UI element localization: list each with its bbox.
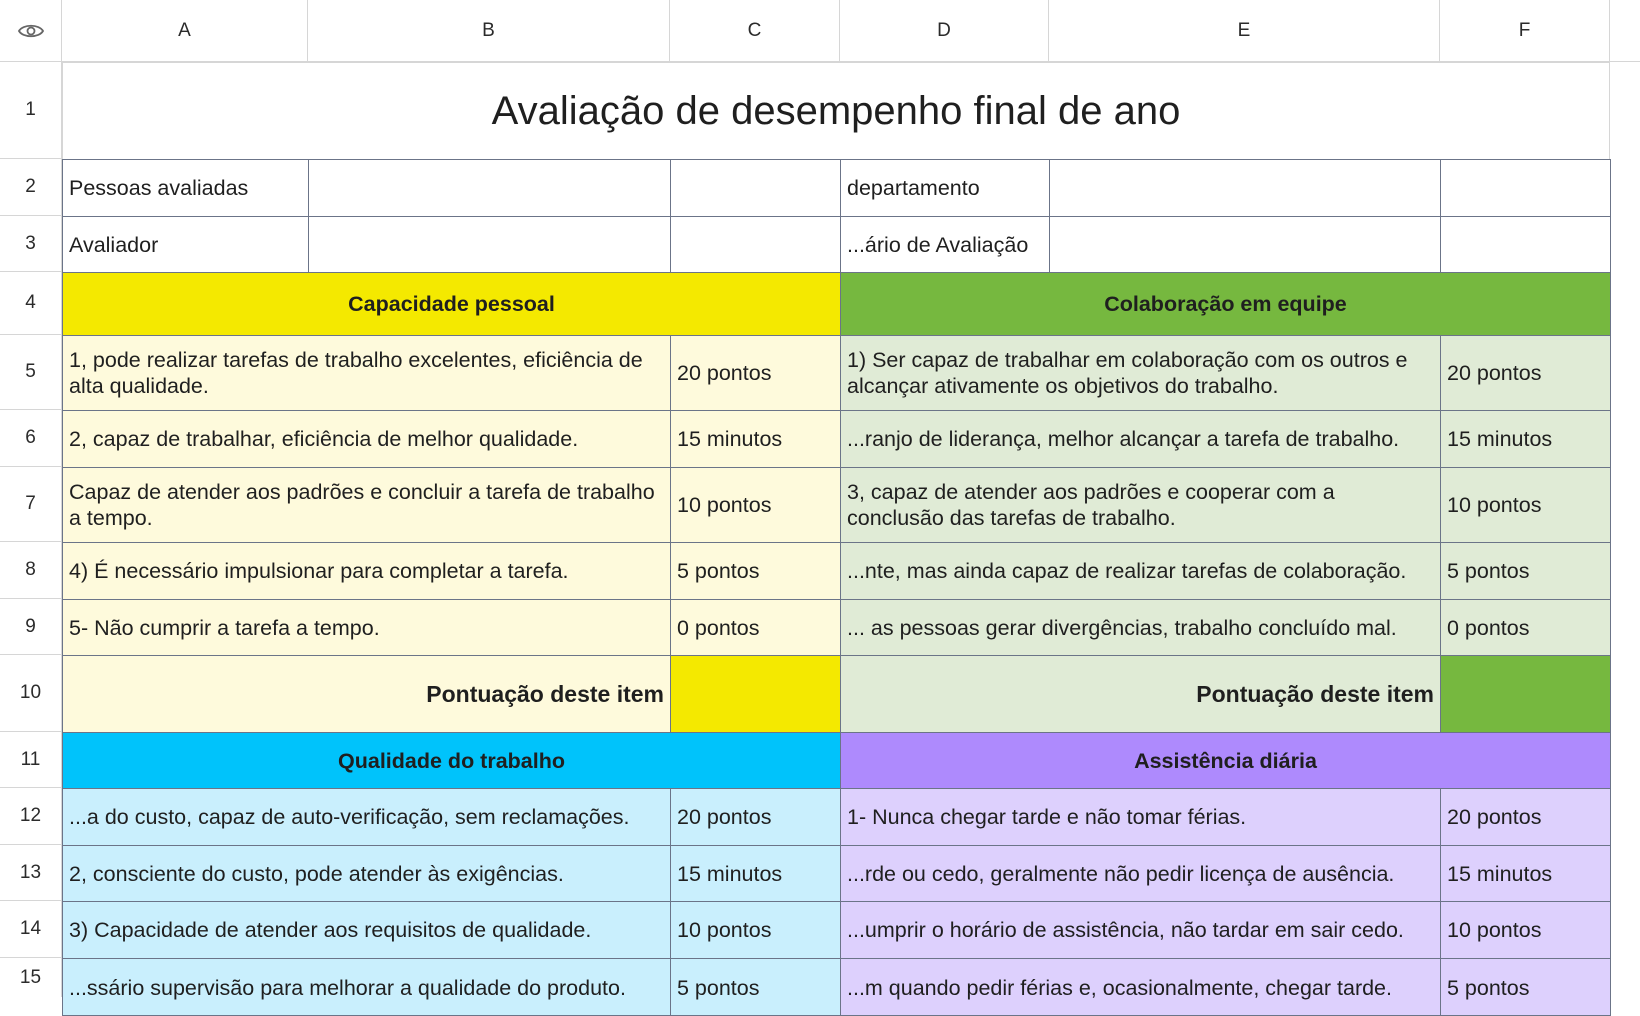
visibility-toggle[interactable] [0, 0, 62, 62]
team-points-3[interactable]: 10 pontos [1440, 467, 1611, 543]
personal-score-label[interactable]: Pontuação deste item [62, 655, 671, 733]
personal-score-value[interactable] [670, 655, 841, 733]
team-points-5[interactable]: 0 pontos [1440, 599, 1611, 656]
cell-evaluated-label[interactable]: Pessoas avaliadas [62, 159, 309, 217]
column-header-f[interactable]: F [1440, 0, 1610, 62]
row-header-14[interactable]: 14 [0, 901, 62, 958]
quality-points-4[interactable]: 5 pontos [670, 958, 841, 1016]
section-header-attendance[interactable]: Assistência diária [840, 732, 1611, 789]
quality-item-1[interactable]: ...a do custo, capaz de auto-verificação, sem reclamações. [62, 788, 671, 846]
column-header-filler [1610, 0, 1640, 62]
team-item-5[interactable]: ... as pessoas gerar divergências, trabalho concluído mal. [840, 599, 1441, 656]
row-header-13[interactable]: 13 [0, 845, 62, 901]
sheet-title[interactable]: Avaliação de desempenho final de ano [62, 62, 1610, 160]
cell-evaluated-extra[interactable] [670, 159, 841, 217]
personal-item-5[interactable]: 5- Não cumprir a tarefa a tempo. [62, 599, 671, 656]
section-header-personal[interactable]: Capacidade pessoal [62, 272, 841, 336]
cell-department-label[interactable]: departamento [840, 159, 1050, 217]
attendance-points-2[interactable]: 15 minutos [1440, 845, 1611, 902]
team-item-3[interactable]: 3, capaz de atender aos padrões e cooperar com a conclusão das tarefas de trabalho. [840, 467, 1441, 543]
personal-item-2[interactable]: 2, capaz de trabalhar, eficiência de melhor qualidade. [62, 410, 671, 468]
attendance-item-4[interactable]: ...m quando pedir férias e, ocasionalmente, chegar tarde. [840, 958, 1441, 1016]
row-header-15[interactable]: 15 [0, 958, 62, 997]
quality-points-3[interactable]: 10 pontos [670, 901, 841, 959]
cell-calendar-label[interactable]: ...ário de Avaliação [840, 216, 1050, 273]
attendance-points-4[interactable]: 5 pontos [1440, 958, 1611, 1016]
row-header-10[interactable]: 10 [0, 655, 62, 732]
quality-item-2[interactable]: 2, consciente do custo, pode atender às exigências. [62, 845, 671, 902]
cell-evaluated-value[interactable] [308, 159, 671, 217]
cell-evaluator-label[interactable]: Avaliador [62, 216, 309, 273]
column-header-e[interactable]: E [1049, 0, 1440, 62]
cell-evaluator-value[interactable] [308, 216, 671, 273]
row-header-7[interactable]: 7 [0, 467, 62, 542]
row-header-8[interactable]: 8 [0, 542, 62, 599]
personal-points-1[interactable]: 20 pontos [670, 335, 841, 411]
row-header-3[interactable]: 3 [0, 216, 62, 272]
personal-points-5[interactable]: 0 pontos [670, 599, 841, 656]
attendance-points-3[interactable]: 10 pontos [1440, 901, 1611, 959]
team-score-label[interactable]: Pontuação deste item [840, 655, 1441, 733]
team-item-1[interactable]: 1) Ser capaz de trabalhar em colaboração com os outros e alcançar ativamente os objetivos do trabalho. [840, 335, 1441, 411]
cell-department-extra[interactable] [1440, 159, 1611, 217]
row-header-1[interactable]: 1 [0, 62, 62, 159]
row-header-12[interactable]: 12 [0, 788, 62, 845]
team-points-2[interactable]: 15 minutos [1440, 410, 1611, 468]
personal-item-3[interactable]: Capaz de atender aos padrões e concluir a tarefa de trabalho a tempo. [62, 467, 671, 543]
row-header-9[interactable]: 9 [0, 599, 62, 655]
eye-icon [18, 22, 44, 40]
attendance-item-1[interactable]: 1- Nunca chegar tarde e não tomar férias. [840, 788, 1441, 846]
team-points-4[interactable]: 5 pontos [1440, 542, 1611, 600]
personal-item-4[interactable]: 4) É necessário impulsionar para completar a tarefa. [62, 542, 671, 600]
team-score-value[interactable] [1440, 655, 1611, 733]
column-header-a[interactable]: A [62, 0, 308, 62]
cell-department-value[interactable] [1049, 159, 1441, 217]
column-header-c[interactable]: C [670, 0, 840, 62]
quality-item-3[interactable]: 3) Capacidade de atender aos requisitos de qualidade. [62, 901, 671, 959]
row-header-6[interactable]: 6 [0, 410, 62, 467]
attendance-item-2[interactable]: ...rde ou cedo, geralmente não pedir licença de ausência. [840, 845, 1441, 902]
personal-points-3[interactable]: 10 pontos [670, 467, 841, 543]
attendance-item-3[interactable]: ...umprir o horário de assistência, não tardar em sair cedo. [840, 901, 1441, 959]
row-header-4[interactable]: 4 [0, 272, 62, 335]
personal-points-4[interactable]: 5 pontos [670, 542, 841, 600]
cell-evaluator-extra[interactable] [670, 216, 841, 273]
attendance-points-1[interactable]: 20 pontos [1440, 788, 1611, 846]
team-item-4[interactable]: ...nte, mas ainda capaz de realizar tarefas de colaboração. [840, 542, 1441, 600]
row-header-5[interactable]: 5 [0, 335, 62, 410]
team-item-2[interactable]: ...ranjo de liderança, melhor alcançar a tarefa de trabalho. [840, 410, 1441, 468]
quality-points-2[interactable]: 15 minutos [670, 845, 841, 902]
column-header-b[interactable]: B [308, 0, 670, 62]
personal-item-1[interactable]: 1, pode realizar tarefas de trabalho excelentes, eficiência de alta qualidade. [62, 335, 671, 411]
quality-item-4[interactable]: ...ssário supervisão para melhorar a qualidade do produto. [62, 958, 671, 1016]
column-header-d[interactable]: D [840, 0, 1049, 62]
row-header-2[interactable]: 2 [0, 159, 62, 216]
quality-points-1[interactable]: 20 pontos [670, 788, 841, 846]
team-points-1[interactable]: 20 pontos [1440, 335, 1611, 411]
cell-calendar-value[interactable] [1049, 216, 1441, 273]
cell-calendar-extra[interactable] [1440, 216, 1611, 273]
section-header-quality[interactable]: Qualidade do trabalho [62, 732, 841, 789]
row-header-11[interactable]: 11 [0, 732, 62, 788]
section-header-team[interactable]: Colaboração em equipe [840, 272, 1611, 336]
personal-points-2[interactable]: 15 minutos [670, 410, 841, 468]
